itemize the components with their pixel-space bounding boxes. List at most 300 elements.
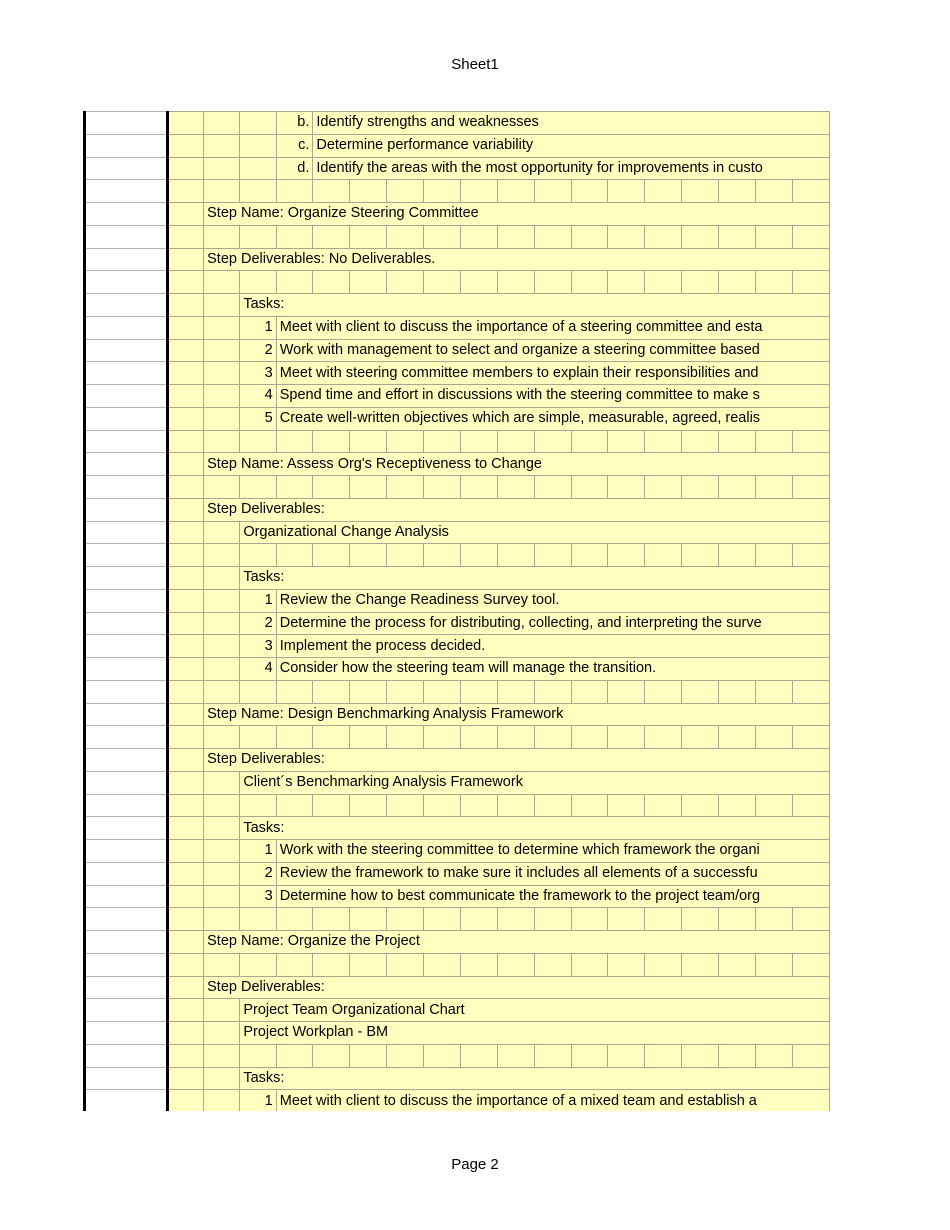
sheet-cell[interactable] [719,430,756,453]
sheet-cell[interactable] [387,908,424,931]
sheet-cell[interactable] [534,544,571,567]
sheet-cell[interactable] [204,294,240,317]
sheet-cell[interactable] [387,544,424,567]
cell-text[interactable]: Determine performance variability [313,134,830,157]
sheet-cell[interactable] [167,908,203,931]
sheet-cell[interactable] [719,225,756,248]
sheet-cell[interactable] [204,271,240,294]
sheet-cell[interactable] [167,635,203,658]
cell-text[interactable]: Meet with client to discuss the importance of a steering committee and esta [276,316,829,339]
sheet-cell[interactable] [756,544,793,567]
sheet-cell[interactable] [313,794,350,817]
sheet-cell[interactable] [534,953,571,976]
sheet-cell[interactable] [313,544,350,567]
sheet-cell[interactable] [497,271,534,294]
sheet-cell[interactable] [85,749,168,772]
sheet-cell[interactable] [424,908,461,931]
sheet-cell[interactable] [167,134,203,157]
sheet-cell[interactable] [85,476,168,499]
sheet-cell[interactable] [167,498,203,521]
sheet-cell[interactable] [204,544,240,567]
sheet-cell[interactable] [167,840,203,863]
sheet-cell[interactable] [682,794,719,817]
cell-text[interactable]: Identify strengths and weaknesses [313,112,830,135]
sheet-cell[interactable] [167,1022,203,1045]
sheet-cell[interactable] [534,271,571,294]
sheet-cell[interactable] [85,817,168,840]
sheet-cell[interactable] [167,999,203,1022]
sheet-cell[interactable] [645,953,682,976]
sheet-cell[interactable] [534,680,571,703]
sheet-cell[interactable] [276,680,313,703]
item-marker[interactable]: 3 [240,885,276,908]
sheet-cell[interactable] [497,1044,534,1067]
sheet-cell[interactable] [645,430,682,453]
sheet-cell[interactable] [534,1044,571,1067]
sheet-cell[interactable] [313,953,350,976]
sheet-cell[interactable] [85,771,168,794]
sheet-cell[interactable] [167,407,203,430]
cell-text[interactable]: Step Deliverables: [204,749,830,772]
sheet-cell[interactable] [204,999,240,1022]
sheet-cell[interactable] [240,476,276,499]
sheet-cell[interactable] [204,385,240,408]
cell-text[interactable]: Spend time and effort in discussions with the steering committee to make s [276,385,829,408]
sheet-cell[interactable] [608,476,645,499]
sheet-cell[interactable] [387,180,424,203]
sheet-cell[interactable] [792,271,829,294]
sheet-cell[interactable] [204,112,240,135]
sheet-cell[interactable] [313,430,350,453]
cell-text[interactable]: Work with management to select and organize a steering committee based [276,339,829,362]
sheet-cell[interactable] [85,635,168,658]
sheet-cell[interactable] [240,271,276,294]
sheet-cell[interactable] [571,225,608,248]
sheet-cell[interactable] [792,180,829,203]
sheet-cell[interactable] [85,589,168,612]
sheet-cell[interactable] [85,999,168,1022]
sheet-cell[interactable] [571,953,608,976]
sheet-cell[interactable] [756,476,793,499]
sheet-cell[interactable] [85,1090,168,1111]
sheet-cell[interactable] [792,908,829,931]
sheet-cell[interactable] [167,112,203,135]
sheet-cell[interactable] [240,794,276,817]
sheet-cell[interactable] [424,1044,461,1067]
sheet-cell[interactable] [276,430,313,453]
sheet-cell[interactable] [682,476,719,499]
sheet-cell[interactable] [167,749,203,772]
item-marker[interactable]: c. [276,134,313,157]
sheet-cell[interactable] [460,1044,497,1067]
item-marker[interactable]: 4 [240,385,276,408]
sheet-cell[interactable] [85,294,168,317]
sheet-cell[interactable] [240,544,276,567]
sheet-cell[interactable] [85,316,168,339]
sheet-cell[interactable] [460,225,497,248]
sheet-cell[interactable] [350,225,387,248]
cell-text[interactable]: Tasks: [240,817,830,840]
sheet-cell[interactable] [240,726,276,749]
sheet-cell[interactable] [240,908,276,931]
sheet-cell[interactable] [682,726,719,749]
cell-text[interactable]: Step Name: Organize Steering Committee [204,203,830,226]
item-marker[interactable]: 1 [240,1090,276,1111]
sheet-cell[interactable] [350,271,387,294]
sheet-cell[interactable] [240,430,276,453]
cell-text[interactable]: Tasks: [240,1067,830,1090]
sheet-cell[interactable] [313,225,350,248]
sheet-cell[interactable] [85,180,168,203]
sheet-cell[interactable] [497,430,534,453]
sheet-cell[interactable] [204,589,240,612]
cell-text[interactable]: Consider how the steering team will manage the transition. [276,658,829,681]
sheet-cell[interactable] [204,430,240,453]
item-marker[interactable]: 3 [240,635,276,658]
sheet-cell[interactable] [85,248,168,271]
sheet-cell[interactable] [240,157,276,180]
sheet-cell[interactable] [792,726,829,749]
sheet-cell[interactable] [608,908,645,931]
sheet-cell[interactable] [350,908,387,931]
sheet-cell[interactable] [204,180,240,203]
sheet-cell[interactable] [792,1044,829,1067]
sheet-cell[interactable] [645,180,682,203]
sheet-cell[interactable] [204,658,240,681]
cell-text[interactable]: Create well-written objectives which are simple, measurable, agreed, realis [276,407,829,430]
sheet-cell[interactable] [85,498,168,521]
sheet-cell[interactable] [460,953,497,976]
sheet-cell[interactable] [85,703,168,726]
cell-text[interactable]: Project Team Organizational Chart [240,999,830,1022]
sheet-cell[interactable] [608,726,645,749]
sheet-cell[interactable] [387,726,424,749]
sheet-cell[interactable] [167,589,203,612]
sheet-cell[interactable] [534,225,571,248]
sheet-cell[interactable] [645,794,682,817]
sheet-cell[interactable] [167,294,203,317]
sheet-cell[interactable] [167,225,203,248]
sheet-cell[interactable] [424,271,461,294]
cell-text[interactable]: Step Deliverables: [204,976,830,999]
sheet-cell[interactable] [424,953,461,976]
sheet-cell[interactable] [387,476,424,499]
sheet-cell[interactable] [85,157,168,180]
sheet-cell[interactable] [756,430,793,453]
sheet-cell[interactable] [240,953,276,976]
sheet-cell[interactable] [645,225,682,248]
sheet-cell[interactable] [571,726,608,749]
sheet-cell[interactable] [719,953,756,976]
sheet-cell[interactable] [460,430,497,453]
sheet-cell[interactable] [571,680,608,703]
item-marker[interactable]: 5 [240,407,276,430]
sheet-cell[interactable] [682,225,719,248]
sheet-cell[interactable] [85,544,168,567]
sheet-cell[interactable] [204,635,240,658]
sheet-cell[interactable] [497,953,534,976]
sheet-cell[interactable] [204,362,240,385]
sheet-cell[interactable] [497,794,534,817]
sheet-cell[interactable] [167,931,203,954]
sheet-cell[interactable] [571,271,608,294]
sheet-cell[interactable] [792,225,829,248]
sheet-cell[interactable] [276,1044,313,1067]
sheet-cell[interactable] [240,680,276,703]
cell-text[interactable]: Step Name: Design Benchmarking Analysis Framework [204,703,830,726]
sheet-cell[interactable] [460,680,497,703]
sheet-cell[interactable] [645,271,682,294]
cell-text[interactable]: Step Deliverables: [204,498,830,521]
sheet-cell[interactable] [85,931,168,954]
sheet-cell[interactable] [571,430,608,453]
sheet-cell[interactable] [756,794,793,817]
sheet-cell[interactable] [645,1044,682,1067]
sheet-cell[interactable] [240,134,276,157]
sheet-cell[interactable] [387,680,424,703]
cell-text[interactable]: Review the framework to make sure it includes all elements of a successfu [276,862,829,885]
sheet-cell[interactable] [534,726,571,749]
sheet-cell[interactable] [682,1044,719,1067]
sheet-cell[interactable] [460,180,497,203]
sheet-cell[interactable] [167,271,203,294]
sheet-cell[interactable] [608,225,645,248]
sheet-cell[interactable] [85,385,168,408]
sheet-cell[interactable] [85,453,168,476]
item-marker[interactable]: 1 [240,316,276,339]
sheet-cell[interactable] [85,112,168,135]
cell-text[interactable]: Tasks: [240,567,830,590]
sheet-cell[interactable] [719,476,756,499]
sheet-cell[interactable] [85,407,168,430]
sheet-cell[interactable] [204,521,240,544]
sheet-cell[interactable] [204,953,240,976]
sheet-cell[interactable] [682,430,719,453]
sheet-cell[interactable] [460,726,497,749]
cell-text[interactable]: Step Name: Assess Org's Receptiveness to Change [204,453,830,476]
cell-text[interactable]: Identify the areas with the most opportunity for improvements in custo [313,157,830,180]
sheet-cell[interactable] [571,1044,608,1067]
sheet-cell[interactable] [240,180,276,203]
sheet-cell[interactable] [792,430,829,453]
cell-text[interactable]: Step Name: Organize the Project [204,931,830,954]
sheet-cell[interactable] [350,430,387,453]
sheet-cell[interactable] [276,953,313,976]
sheet-cell[interactable] [167,953,203,976]
sheet-cell[interactable] [719,908,756,931]
sheet-cell[interactable] [608,680,645,703]
sheet-cell[interactable] [719,271,756,294]
sheet-cell[interactable] [571,794,608,817]
sheet-cell[interactable] [571,544,608,567]
item-marker[interactable]: 4 [240,658,276,681]
cell-text[interactable]: Client´s Benchmarking Analysis Framework [240,771,830,794]
sheet-cell[interactable] [424,794,461,817]
sheet-cell[interactable] [204,612,240,635]
sheet-cell[interactable] [85,225,168,248]
sheet-cell[interactable] [792,953,829,976]
sheet-cell[interactable] [167,976,203,999]
sheet-cell[interactable] [719,794,756,817]
sheet-cell[interactable] [682,680,719,703]
sheet-cell[interactable] [167,680,203,703]
sheet-cell[interactable] [497,476,534,499]
sheet-cell[interactable] [204,316,240,339]
sheet-cell[interactable] [167,567,203,590]
sheet-cell[interactable] [387,953,424,976]
sheet-cell[interactable] [167,476,203,499]
sheet-cell[interactable] [387,271,424,294]
sheet-cell[interactable] [497,225,534,248]
sheet-cell[interactable] [85,1067,168,1090]
sheet-cell[interactable] [313,180,350,203]
sheet-cell[interactable] [645,476,682,499]
sheet-cell[interactable] [608,430,645,453]
sheet-cell[interactable] [350,680,387,703]
sheet-cell[interactable] [460,794,497,817]
sheet-cell[interactable] [204,680,240,703]
sheet-cell[interactable] [167,885,203,908]
sheet-cell[interactable] [424,225,461,248]
sheet-cell[interactable] [167,658,203,681]
cell-text[interactable]: Review the Change Readiness Survey tool. [276,589,829,612]
sheet-cell[interactable] [85,430,168,453]
cell-text[interactable]: Determine how to best communicate the framework to the project team/org [276,885,829,908]
sheet-cell[interactable] [204,476,240,499]
sheet-cell[interactable] [350,953,387,976]
sheet-cell[interactable] [571,476,608,499]
sheet-cell[interactable] [571,180,608,203]
sheet-cell[interactable] [756,953,793,976]
sheet-cell[interactable] [792,794,829,817]
cell-text[interactable]: Meet with steering committee members to explain their responsibilities and [276,362,829,385]
sheet-cell[interactable] [571,908,608,931]
sheet-cell[interactable] [204,885,240,908]
sheet-cell[interactable] [313,908,350,931]
sheet-cell[interactable] [497,544,534,567]
sheet-cell[interactable] [167,544,203,567]
sheet-cell[interactable] [204,1044,240,1067]
sheet-cell[interactable] [424,544,461,567]
sheet-cell[interactable] [534,180,571,203]
sheet-cell[interactable] [608,1044,645,1067]
sheet-cell[interactable] [608,794,645,817]
sheet-cell[interactable] [608,544,645,567]
sheet-cell[interactable] [756,1044,793,1067]
sheet-cell[interactable] [424,680,461,703]
sheet-cell[interactable] [276,180,313,203]
sheet-cell[interactable] [792,476,829,499]
sheet-cell[interactable] [85,1044,168,1067]
sheet-cell[interactable] [719,1044,756,1067]
item-marker[interactable]: b. [276,112,313,135]
sheet-cell[interactable] [276,544,313,567]
sheet-cell[interactable] [313,726,350,749]
sheet-cell[interactable] [682,908,719,931]
sheet-cell[interactable] [204,726,240,749]
sheet-cell[interactable] [204,134,240,157]
sheet-cell[interactable] [756,271,793,294]
sheet-cell[interactable] [534,908,571,931]
sheet-cell[interactable] [497,908,534,931]
sheet-cell[interactable] [497,726,534,749]
sheet-cell[interactable] [756,908,793,931]
sheet-cell[interactable] [85,726,168,749]
sheet-cell[interactable] [719,180,756,203]
sheet-cell[interactable] [204,225,240,248]
sheet-cell[interactable] [167,794,203,817]
sheet-cell[interactable] [167,862,203,885]
sheet-cell[interactable] [387,1044,424,1067]
sheet-cell[interactable] [167,1044,203,1067]
sheet-cell[interactable] [167,1090,203,1111]
sheet-cell[interactable] [85,203,168,226]
sheet-cell[interactable] [497,180,534,203]
sheet-cell[interactable] [167,430,203,453]
sheet-cell[interactable] [719,726,756,749]
sheet-cell[interactable] [85,862,168,885]
sheet-cell[interactable] [756,680,793,703]
sheet-cell[interactable] [387,794,424,817]
sheet-cell[interactable] [85,612,168,635]
sheet-cell[interactable] [204,794,240,817]
item-marker[interactable]: 1 [240,840,276,863]
sheet-cell[interactable] [167,180,203,203]
sheet-cell[interactable] [792,680,829,703]
sheet-cell[interactable] [350,544,387,567]
sheet-cell[interactable] [85,658,168,681]
sheet-cell[interactable] [387,225,424,248]
sheet-cell[interactable] [204,1067,240,1090]
sheet-cell[interactable] [85,1022,168,1045]
sheet-cell[interactable] [167,703,203,726]
item-marker[interactable]: 2 [240,612,276,635]
sheet-cell[interactable] [204,817,240,840]
sheet-cell[interactable] [204,840,240,863]
item-marker[interactable]: 2 [240,862,276,885]
sheet-cell[interactable] [460,476,497,499]
item-marker[interactable]: 1 [240,589,276,612]
sheet-cell[interactable] [608,953,645,976]
sheet-cell[interactable] [85,794,168,817]
sheet-cell[interactable] [350,794,387,817]
sheet-cell[interactable] [719,680,756,703]
sheet-cell[interactable] [276,476,313,499]
sheet-cell[interactable] [240,225,276,248]
cell-text[interactable]: Project Workplan - BM [240,1022,830,1045]
sheet-cell[interactable] [276,908,313,931]
sheet-cell[interactable] [424,726,461,749]
sheet-cell[interactable] [240,1044,276,1067]
sheet-cell[interactable] [85,271,168,294]
item-marker[interactable]: d. [276,157,313,180]
sheet-cell[interactable] [167,248,203,271]
cell-text[interactable]: Determine the process for distributing, collecting, and interpreting the surve [276,612,829,635]
sheet-cell[interactable] [313,680,350,703]
sheet-cell[interactable] [534,476,571,499]
sheet-cell[interactable] [276,794,313,817]
sheet-cell[interactable] [682,544,719,567]
sheet-cell[interactable] [204,157,240,180]
sheet-cell[interactable] [167,453,203,476]
sheet-cell[interactable] [167,362,203,385]
sheet-cell[interactable] [608,180,645,203]
sheet-cell[interactable] [167,157,203,180]
cell-text[interactable]: Tasks: [240,294,830,317]
sheet-cell[interactable] [85,521,168,544]
cell-text[interactable]: Work with the steering committee to determine which framework the organi [276,840,829,863]
sheet-cell[interactable] [167,339,203,362]
